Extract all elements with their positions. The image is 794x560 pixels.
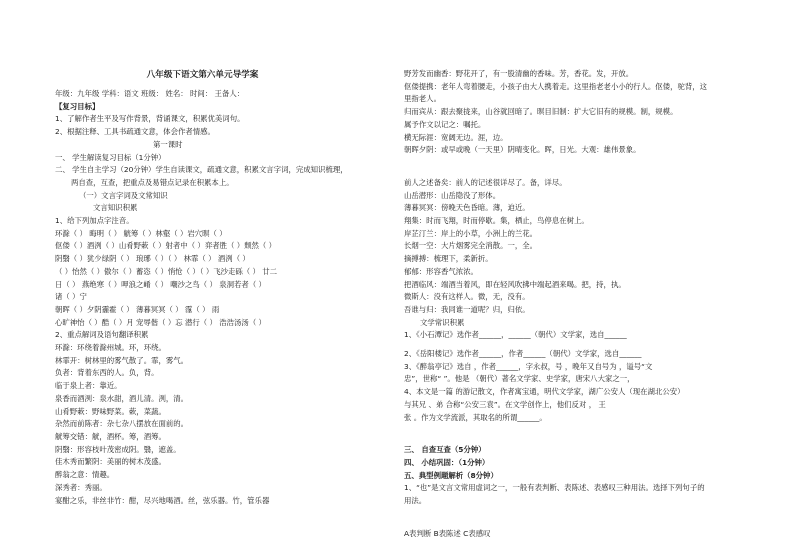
text-line: 环滁（ ） 晦明（ ） 觥筹（ ）林壑（ ）岩穴暝（ ）	[55, 228, 227, 238]
text-line: 觥筹交错：觥，酒杯。筹，酒筹。	[55, 431, 166, 441]
text-line: 前人之述备矣：前人的记述很详尽了。备，详尽。	[404, 177, 567, 187]
step-heading: 四、 小结巩固：（1分钟）	[404, 457, 490, 467]
text-line: 薄暮冥冥：傍晚天色昏暗。薄，迫近。	[404, 203, 530, 213]
text-line: 张 。作为文学流派，其取名的所谓______。	[404, 412, 547, 422]
text-line: 2、根据注释、工具书疏通文意，体会作者情感。	[55, 127, 215, 137]
text-line: 朝晖夕阴：或早或晚（一天里）阴晴变化。晖，日光。大观：雄伟景象。	[404, 145, 641, 155]
step-heading: 三、 自查互查（5分钟）	[404, 445, 486, 455]
text-line: 环滁：环绕着滁州城。环，环绕。	[55, 343, 166, 353]
text-line: 岸芷汀兰：岸上的小草，小洲上的兰花。	[404, 228, 538, 238]
step-heading: 五、典型例题解析（8分钟）	[404, 470, 498, 480]
text-line: 醉翁之意：情趣。	[55, 470, 115, 480]
text-line: 归而宾从：跟去聚拢来，山谷就回暗了。暝目旧制：扩大它旧有的规模。制，规模。	[404, 107, 678, 117]
text-line: 朝晖（ ）夕阴霾霍（ ） 薄暮冥冥（ ） 霪（ ） 雨	[55, 304, 220, 314]
text-line: 深秀者：秀丽。	[55, 482, 107, 492]
text-line: 用法。	[404, 496, 427, 506]
sub-heading: 文言知识积累	[93, 203, 138, 213]
right-column	[404, 68, 739, 541]
text-line: 负者：背着东西的人。负，背。	[55, 368, 159, 378]
text-line: 伛偻提携：老年人弯着腰走，小孩子由大人携着走。这里指老老小小的行人。伛偻，驼背，这	[404, 81, 708, 91]
text-line: 佳木秀而繁阴：美丽的树木茂盛。	[55, 457, 166, 467]
text-line: 林霏开：树林里的雾气散了。霏，雾气。	[55, 355, 189, 365]
text-line: 1、给下列加点字注音。	[55, 216, 134, 226]
text-line: 诸（ ）宁	[55, 292, 87, 302]
text-line: 4、本文是一篇 的游记散文，作者寓宝通，明代文学家，湖广公安人（现在湖北公安）	[404, 387, 685, 397]
text-line: 杂然而前陈者：杂七杂八摆放在面前的。	[55, 419, 189, 429]
text-line: 微斯人：没有这样人。微，无，没有。	[404, 292, 530, 302]
text-line: 里指老人。	[404, 94, 441, 104]
text-line: 2、《岳阳楼记》选作者______，作者______（朝代）文学家，选自______	[404, 349, 642, 359]
text-line: 1、“也”是文言文常用虚词之一，一般有表判断、表陈述、表感叹三种用法。选择下列句子的	[404, 483, 705, 493]
text-line: 长烟一空：大片烟雾完全消散。一，全。	[404, 241, 538, 251]
text-line: 山岳潜形：山岳隐没了形体。	[404, 190, 501, 200]
text-line: 1、《小石潭记》选作者______，______（朝代）文学家，选自______	[404, 330, 627, 340]
text-line: 横无际涯：宽阔无边。涯，边。	[404, 132, 508, 142]
text-line: 两自查，互查，把重点及易错点记录在积累本上。	[71, 177, 234, 187]
text-line: 临于泉上者：靠近。	[55, 381, 122, 391]
sub-heading: 文学常识积累	[420, 317, 465, 327]
text-line: 把酒临风：端酒当着风，即在轻风吹拂中端起酒来喝。把，持，执。	[404, 279, 626, 289]
lesson-heading: 第一课时	[153, 139, 183, 149]
step-heading: 一、 学生解读复习目标（1分钟）	[55, 152, 166, 162]
text-line: 吾谁与归：我同谁一道呢？归，归依。	[404, 304, 530, 314]
step-heading: 二、 学生自主学习（20分钟）学生自读课文，疏通文意，积累文言字词，完成知识梳理，	[55, 165, 348, 175]
text-line: 与其兄 、弟 合称“公安三袁”。在文学创作上，他们反对 ， 王	[404, 399, 606, 409]
text-line: 野芳发而幽香：野花开了，有一股清幽的香味。芳，香花。发，开放。	[404, 69, 634, 78]
text-line: 阴翳：形容枝叶茂密成阴。翳，遮盖。	[55, 444, 181, 454]
left-column	[55, 68, 390, 507]
page-title: 八年级下语文第六单元导学案	[146, 70, 259, 80]
text-line: 日（ ） 燕绝寒（ ）呷浪之崤（ ） 嘲沙之鸟（ ） 泉洞若者（ ）	[55, 279, 266, 289]
text-line: 心旷神怡（ ）酷（ ）月 宠辱偕（ ）忘 潜行（ ） 浩浩汤汤（ ）	[55, 317, 266, 327]
text-line: 1、了解作者生平及写作背景，背诵课文，积累优美词句。	[55, 114, 245, 124]
text-line: 忠”，世称“ ”。他是 （朝代）著名文学家、史学家，唐宋八大家之一，	[404, 374, 635, 384]
text-line: 3、《醉翁亭记》选自 ，作者______，字永叔，号 ，晚年又自号为 ，谥号“文	[404, 361, 653, 371]
text-line: 摘搏搏：梳理下，柔新折。	[404, 254, 493, 264]
section-heading: 【复习目标】	[55, 101, 100, 111]
text-line: 伛偻（ ）酒洌（ ）山肴野蔌（ ）射者中（ ）弈者胜（ ）颓然（ ）	[55, 241, 277, 251]
answer-options: A表判断 B表陈述 C表感叹	[404, 528, 491, 538]
text-line: 阴翳（ ）犹少绿阴（ ） 琅琊（ ）（ ） 林霏（ ） 酒洌（ ）	[55, 254, 250, 264]
text-line: 山肴野蔌：野味野菜。蔌，菜蔬。	[55, 406, 166, 416]
text-line: （ ）怡然（ ）傲尔（ ）蓄恣（ ）悄怆（ ）（ ）飞沙走砾（ ） 廿二	[55, 266, 278, 276]
text-line: 翔集：时而飞翔，时而停歇。集，栖止，鸟停息在树上。	[404, 216, 589, 226]
text-line: 泉香而酒洌：泉水甜，酒儿清。洌，清。	[55, 393, 189, 403]
text-line: 2、重点解词及语句翻译积累	[55, 330, 149, 340]
text-line: 宴酣之乐，非丝非竹：酣，尽兴地喝酒。丝，弦乐器。竹，管乐器	[55, 495, 270, 505]
sub-heading: （一）文言字词及文常知识	[79, 190, 168, 200]
info-line: 年级：九年级 学科：语文 班级： 姓名： 时间： 王备人：	[55, 89, 245, 98]
text-line: 郁郁：形容香气浓浓。	[404, 266, 478, 276]
text-line: 属予作文以记之：嘱托。	[404, 119, 486, 129]
